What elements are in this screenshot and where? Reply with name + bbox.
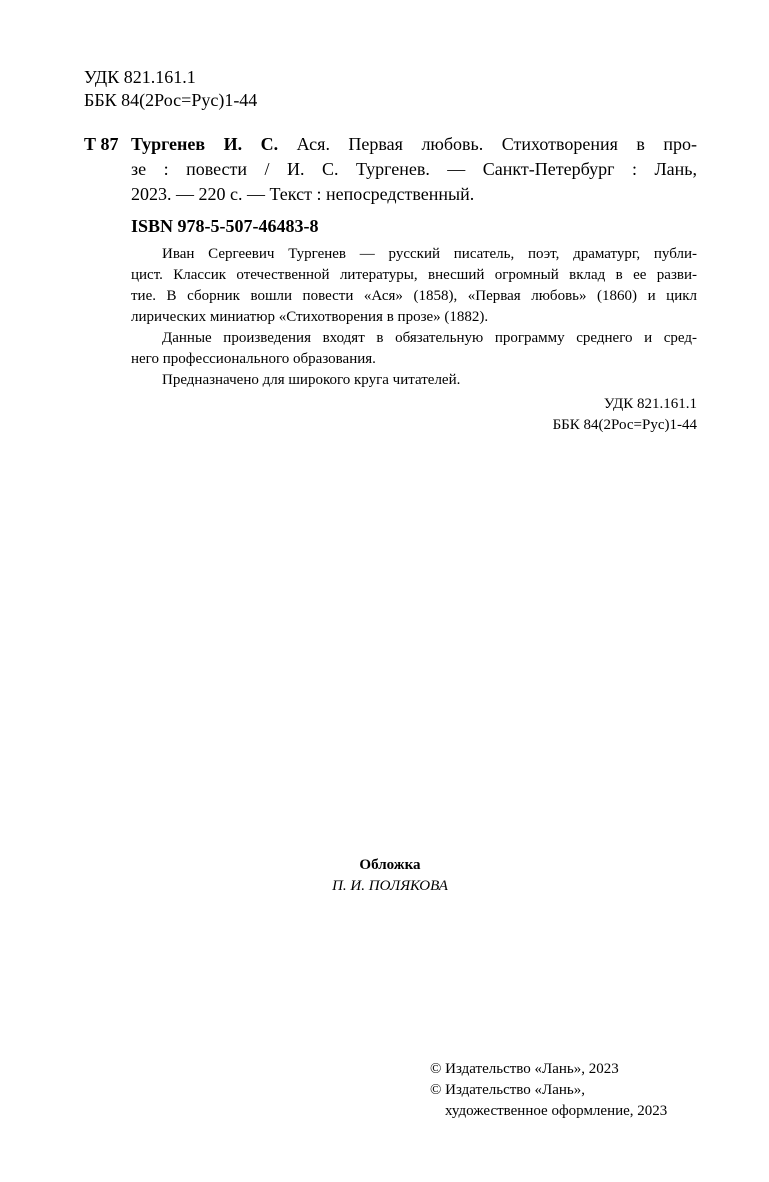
annotation-p1-line4: лирических миниатюр «Стихотворения в прозе» (1882). <box>131 309 489 325</box>
author-sign: Т 87 <box>84 134 119 154</box>
catalog-line-3: 2023. — 220 с. — Текст : непосредственный. <box>131 184 475 204</box>
copyright-line-1: © Издательство «Лань», 2023 <box>430 1061 619 1077</box>
annotation-p1-line3 <box>131 286 697 306</box>
annotation-p2-line1-text: Данные произведения входят в обязательную программу среднего и сред- <box>162 330 697 346</box>
isbn: ISBN 978-5-507-46483-8 <box>131 216 319 236</box>
cover-credit-name: П. И. ПОЛЯКОВА <box>332 878 448 894</box>
cover-credit-label: Обложка <box>359 857 421 873</box>
annotation-p2-line1 <box>131 328 697 348</box>
catalog-line-1 <box>131 133 697 156</box>
header-udk: УДК 821.161.1 <box>84 67 196 87</box>
footer-udk: УДК 821.161.1 <box>603 396 697 412</box>
header-bbk: ББК 84(2Рос=Рус)1-44 <box>84 90 258 110</box>
catalog-title: Ася. Первая любовь. Стихотворения в про- <box>278 134 697 154</box>
catalog-line-2-text: зе : повести / И. С. Тургенев. — Санкт-Петербург : Лань, <box>131 159 697 179</box>
annotation-p1-line2 <box>131 265 697 285</box>
catalog-author: Тургенев И. С. <box>131 134 279 154</box>
annotation-p1-line1 <box>131 244 697 264</box>
annotation-p1-line1-text: Иван Сергеевич Тургенев — русский писатель, поэт, драматург, публи- <box>162 246 697 262</box>
annotation-p1-line3-text: тие. В сборник вошли повести «Ася» (1858), «Первая любовь» (1860) и цикл <box>131 288 697 304</box>
catalog-line-2 <box>131 158 697 181</box>
copyright-line-3: художественное оформление, 2023 <box>445 1103 668 1119</box>
annotation-p3-line1: Предназначено для широкого круга читателей. <box>162 372 461 388</box>
footer-bbk: ББК 84(2Рос=Рус)1-44 <box>552 417 697 433</box>
catalog-line-1-text <box>131 133 697 156</box>
annotation-p2-line2: него профессионального образования. <box>131 351 376 367</box>
annotation-p1-line2-text: цист. Классик отечественной литературы, внесший огромный вклад в ее разви- <box>131 267 697 283</box>
copyright-line-2: © Издательство «Лань», <box>430 1082 585 1098</box>
